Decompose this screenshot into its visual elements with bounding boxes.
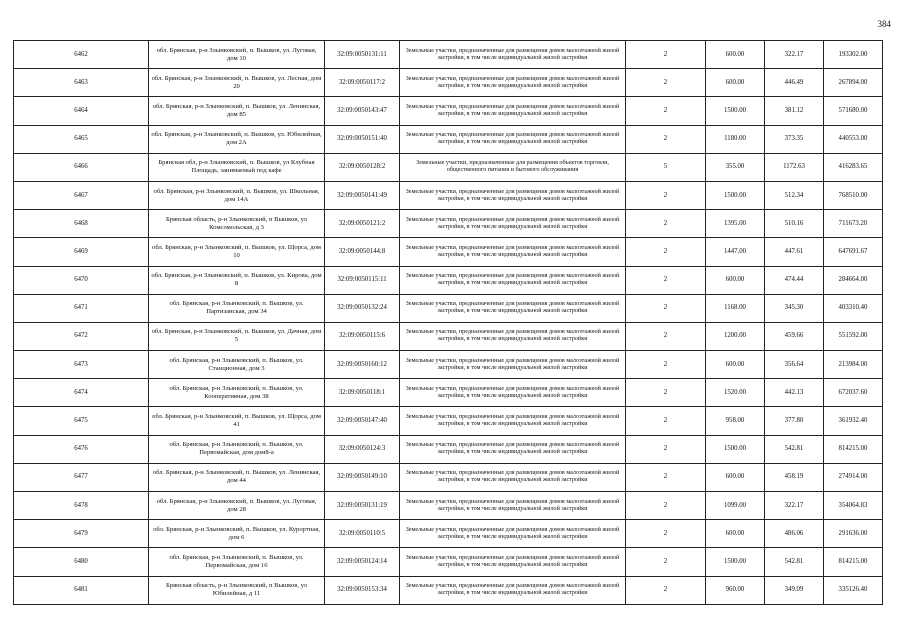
table-row: [14, 294, 883, 322]
land-use-cell: Земельные участки, предназначенные для размещения домов малоэтажной жилой застройки, в том числе индивидуальной жилой застройки: [400, 69, 626, 97]
area-cell: 600.00: [706, 351, 765, 379]
cadastral-number-cell: 32:09:0050144:8: [325, 238, 400, 266]
specific-value-cell: 381.12: [765, 97, 824, 125]
address-cell: обл. Брянская, р-н Злынковский, п. Вышков, ул. Школьная, дом 14А: [149, 181, 325, 209]
cadastral-number-cell: 32:09:0050124:14: [325, 548, 400, 576]
table-row: [14, 97, 883, 125]
area-cell: 1500.00: [706, 181, 765, 209]
area-cell: 1500.00: [706, 97, 765, 125]
specific-value-cell: 512.34: [765, 181, 824, 209]
cadastral-number-cell: 32:09:0050143:47: [325, 97, 400, 125]
cadastral-number-cell: 32:09:0050153:34: [325, 576, 400, 604]
cadastral-number-cell: 32:09:0050118:1: [325, 379, 400, 407]
cadastral-value-cell: 284664.00: [824, 266, 883, 294]
cadastral-value-cell: 647691.67: [824, 238, 883, 266]
row-number-cell: 6473: [14, 351, 149, 379]
group-cell: 2: [626, 463, 706, 491]
cadastral-value-cell: 193302.00: [824, 41, 883, 69]
table-row: [14, 69, 883, 97]
area-cell: 1500.00: [706, 548, 765, 576]
table-row: [14, 492, 883, 520]
area-cell: 600.00: [706, 266, 765, 294]
group-cell: 5: [626, 153, 706, 181]
table-row: [14, 407, 883, 435]
address-cell: обл. Брянская, р-н Злынковский, п. Вышков, ул. Щорса, дом 41: [149, 407, 325, 435]
cadastral-value-cell: 672037.60: [824, 379, 883, 407]
table-row: [14, 463, 883, 491]
specific-value-cell: 474.44: [765, 266, 824, 294]
table-row: [14, 576, 883, 604]
cadastral-number-cell: 32:09:0050151:40: [325, 125, 400, 153]
cadastral-number-cell: 32:09:0050132:24: [325, 294, 400, 322]
cadastral-number-cell: 32:09:0050115:6: [325, 322, 400, 350]
cadastral-number-cell: 32:09:0050141:49: [325, 181, 400, 209]
group-cell: 2: [626, 435, 706, 463]
address-cell: обл. Брянская, р-н Злынковский, п. Вышков, ул. Ленинская, дом 85: [149, 97, 325, 125]
cadastral-number-cell: 32:09:0050110:5: [325, 520, 400, 548]
group-cell: 2: [626, 69, 706, 97]
group-cell: 2: [626, 407, 706, 435]
specific-value-cell: 442.13: [765, 379, 824, 407]
area-cell: 1180.00: [706, 125, 765, 153]
area-cell: 600.00: [706, 520, 765, 548]
group-cell: 2: [626, 181, 706, 209]
address-cell: Брянская область, р-н Злынковский, п Вышков, ул Комсомольская, д 3: [149, 210, 325, 238]
row-number-cell: 6474: [14, 379, 149, 407]
row-number-cell: 6476: [14, 435, 149, 463]
cadastral-value-cell: 711673.20: [824, 210, 883, 238]
group-cell: 2: [626, 41, 706, 69]
table-row: [14, 41, 883, 69]
address-cell: обл. Брянская, р-н Злынковский, п. Вышков, ул. Кирова, дом 8: [149, 266, 325, 294]
cadastral-number-cell: 32:09:0050147:40: [325, 407, 400, 435]
row-number-cell: 6479: [14, 520, 149, 548]
row-number-cell: 6478: [14, 492, 149, 520]
row-number-cell: 6470: [14, 266, 149, 294]
area-cell: 960.00: [706, 576, 765, 604]
land-use-cell: Земельные участки, предназначенные для размещения объектов торговли, общественного питания и бытового обслуживания: [400, 153, 626, 181]
area-cell: 1500.00: [706, 435, 765, 463]
row-number-cell: 6463: [14, 69, 149, 97]
table-row: [14, 322, 883, 350]
area-cell: 1099.00: [706, 492, 765, 520]
specific-value-cell: 377.80: [765, 407, 824, 435]
table-row: [14, 379, 883, 407]
area-cell: 1200.00: [706, 322, 765, 350]
specific-value-cell: 447.61: [765, 238, 824, 266]
group-cell: 2: [626, 576, 706, 604]
cadastral-value-cell: 571680.00: [824, 97, 883, 125]
address-cell: обл. Брянская, р-н Злынковский, п. Вышков, ул. Первомайская, дом дом8-а: [149, 435, 325, 463]
specific-value-cell: 486.06: [765, 520, 824, 548]
table-row: [14, 266, 883, 294]
cadastral-number-cell: 32:09:0050115:11: [325, 266, 400, 294]
cadastral-number-cell: 32:09:0050124:3: [325, 435, 400, 463]
cadastral-value-cell: 213984.00: [824, 351, 883, 379]
address-cell: обл. Брянская, р-н Злынковский, п. Вышков, ул. Луговая, дом 10: [149, 41, 325, 69]
row-number-cell: 6466: [14, 153, 149, 181]
row-number-cell: 6471: [14, 294, 149, 322]
address-cell: обл. Брянская, р-н Злынковский, п. Вышков, ул. Юбилейная, дом 2А: [149, 125, 325, 153]
table-row: [14, 435, 883, 463]
table-row: [14, 125, 883, 153]
cadastral-number-cell: 32:09:0050131:19: [325, 492, 400, 520]
land-use-cell: Земельные участки, предназначенные для размещения домов малоэтажной жилой застройки, в том числе индивидуальной жилой застройки: [400, 97, 626, 125]
cadastral-value-cell: 267894.00: [824, 69, 883, 97]
specific-value-cell: 542.81: [765, 548, 824, 576]
specific-value-cell: 322.17: [765, 41, 824, 69]
cadastral-number-cell: 32:09:0050160:12: [325, 351, 400, 379]
area-cell: 600.00: [706, 463, 765, 491]
row-number-cell: 6467: [14, 181, 149, 209]
land-use-cell: Земельные участки, предназначенные для размещения домов малоэтажной жилой застройки, в том числе индивидуальной жилой застройки: [400, 520, 626, 548]
cadastral-number-cell: 32:09:0050121:2: [325, 210, 400, 238]
group-cell: 2: [626, 210, 706, 238]
group-cell: 2: [626, 238, 706, 266]
specific-value-cell: 373.35: [765, 125, 824, 153]
address-cell: Брянская область, р-н Злынковский, п Вышков, ул Юбилейная, д 11: [149, 576, 325, 604]
cadastral-value-cell: 274914.00: [824, 463, 883, 491]
cadastral-value-cell: 551592.00: [824, 322, 883, 350]
row-number-cell: 6465: [14, 125, 149, 153]
table-row: [14, 548, 883, 576]
cadastral-value-cell: 814215.00: [824, 435, 883, 463]
specific-value-cell: 345.30: [765, 294, 824, 322]
table-row: [14, 351, 883, 379]
address-cell: обл. Брянская, р-н Злынковский, п. Вышков, ул. Первомайская, дом 16: [149, 548, 325, 576]
group-cell: 2: [626, 379, 706, 407]
page-number: 384: [877, 19, 891, 29]
land-use-cell: Земельные участки, предназначенные для размещения домов малоэтажной жилой застройки, в том числе индивидуальной жилой застройки: [400, 463, 626, 491]
row-number-cell: 6468: [14, 210, 149, 238]
specific-value-cell: 458.19: [765, 463, 824, 491]
land-use-cell: Земельные участки, предназначенные для размещения домов малоэтажной жилой застройки, в том числе индивидуальной жилой застройки: [400, 351, 626, 379]
address-cell: обл. Брянская, р-н Злынковский, п. Вышков, ул. Партизанская, дом 34: [149, 294, 325, 322]
specific-value-cell: 446.49: [765, 69, 824, 97]
row-number-cell: 6462: [14, 41, 149, 69]
land-use-cell: Земельные участки, предназначенные для размещения домов малоэтажной жилой застройки, в том числе индивидуальной жилой застройки: [400, 322, 626, 350]
area-cell: 1168.00: [706, 294, 765, 322]
specific-value-cell: 322.17: [765, 492, 824, 520]
cadastral-number-cell: 32:09:0050131:11: [325, 41, 400, 69]
group-cell: 2: [626, 97, 706, 125]
land-use-cell: Земельные участки, предназначенные для размещения домов малоэтажной жилой застройки, в том числе индивидуальной жилой застройки: [400, 238, 626, 266]
land-use-cell: Земельные участки, предназначенные для размещения домов малоэтажной жилой застройки, в том числе индивидуальной жилой застройки: [400, 435, 626, 463]
cadastral-number-cell: 32:09:0050117:2: [325, 69, 400, 97]
address-cell: обл. Брянская, р-н Злынковский, п. Вышков, ул. Лесная, дом 20: [149, 69, 325, 97]
address-cell: обл. Брянская, р-н Злынковский, п. Вышков, ул. Кооперативная, дом 38: [149, 379, 325, 407]
row-number-cell: 6480: [14, 548, 149, 576]
table-row: [14, 210, 883, 238]
address-cell: обл. Брянская, р-н Злынковский, п. Вышков, ул. Луговая, дом 28: [149, 492, 325, 520]
specific-value-cell: 459.66: [765, 322, 824, 350]
cadastral-value-cell: 768510.00: [824, 181, 883, 209]
land-use-cell: Земельные участки, предназначенные для размещения домов малоэтажной жилой застройки, в том числе индивидуальной жилой застройки: [400, 576, 626, 604]
land-use-cell: Земельные участки, предназначенные для размещения домов малоэтажной жилой застройки, в том числе индивидуальной жилой застройки: [400, 125, 626, 153]
cadastral-value-cell: 291636.00: [824, 520, 883, 548]
land-use-cell: Земельные участки, предназначенные для размещения домов малоэтажной жилой застройки, в том числе индивидуальной жилой застройки: [400, 266, 626, 294]
cadastral-number-cell: 32:09:0050149:10: [325, 463, 400, 491]
row-number-cell: 6472: [14, 322, 149, 350]
address-cell: обл. Брянская, р-н Злынковский, п. Вышков, ул. Станционная, дом 3: [149, 351, 325, 379]
group-cell: 2: [626, 294, 706, 322]
area-cell: 355.00: [706, 153, 765, 181]
area-cell: 1447.00: [706, 238, 765, 266]
row-number-cell: 6481: [14, 576, 149, 604]
land-use-cell: Земельные участки, предназначенные для размещения домов малоэтажной жилой застройки, в том числе индивидуальной жилой застройки: [400, 41, 626, 69]
table-row: [14, 181, 883, 209]
cadastral-value-cell: 814215.00: [824, 548, 883, 576]
land-use-cell: Земельные участки, предназначенные для размещения домов малоэтажной жилой застройки, в том числе индивидуальной жилой застройки: [400, 379, 626, 407]
specific-value-cell: 349.09: [765, 576, 824, 604]
cadastral-value-table: [13, 40, 883, 605]
land-use-cell: Земельные участки, предназначенные для размещения домов малоэтажной жилой застройки, в том числе индивидуальной жилой застройки: [400, 294, 626, 322]
address-cell: обл. Брянская, р-н Злынковский, п. Вышков, ул. Дачная, дом 5: [149, 322, 325, 350]
row-number-cell: 6475: [14, 407, 149, 435]
table-row: [14, 153, 883, 181]
cadastral-value-cell: 416283.65: [824, 153, 883, 181]
cadastral-value-cell: 403310.40: [824, 294, 883, 322]
table-row: [14, 238, 883, 266]
land-use-cell: Земельные участки, предназначенные для размещения домов малоэтажной жилой застройки, в том числе индивидуальной жилой застройки: [400, 181, 626, 209]
area-cell: 1395.00: [706, 210, 765, 238]
area-cell: 600.00: [706, 69, 765, 97]
row-number-cell: 6477: [14, 463, 149, 491]
group-cell: 2: [626, 266, 706, 294]
group-cell: 2: [626, 520, 706, 548]
group-cell: 2: [626, 351, 706, 379]
row-number-cell: 6464: [14, 97, 149, 125]
address-cell: обл. Брянская, р-н Злынковский, п. Вышков, ул. Ленинская, дом 44: [149, 463, 325, 491]
cadastral-number-cell: 32:09:0050128:2: [325, 153, 400, 181]
land-use-cell: Земельные участки, предназначенные для размещения домов малоэтажной жилой застройки, в том числе индивидуальной жилой застройки: [400, 548, 626, 576]
land-use-cell: Земельные участки, предназначенные для размещения домов малоэтажной жилой застройки, в том числе индивидуальной жилой застройки: [400, 492, 626, 520]
area-cell: 958.00: [706, 407, 765, 435]
row-number-cell: 6469: [14, 238, 149, 266]
cadastral-value-cell: 361932.40: [824, 407, 883, 435]
specific-value-cell: 542.81: [765, 435, 824, 463]
area-cell: 600.00: [706, 41, 765, 69]
table-row: [14, 520, 883, 548]
address-cell: обл. Брянская, р-н Злынковский, п. Вышков, ул. Щорса, дом 10: [149, 238, 325, 266]
specific-value-cell: 356.64: [765, 351, 824, 379]
land-use-cell: Земельные участки, предназначенные для размещения домов малоэтажной жилой застройки, в том числе индивидуальной жилой застройки: [400, 210, 626, 238]
address-cell: обл. Брянская, р-н Злынковский, п. Вышков, ул. Курортная, дом 6: [149, 520, 325, 548]
group-cell: 2: [626, 125, 706, 153]
cadastral-value-cell: 335126.40: [824, 576, 883, 604]
area-cell: 1520.00: [706, 379, 765, 407]
group-cell: 2: [626, 322, 706, 350]
cadastral-value-cell: 440553.00: [824, 125, 883, 153]
group-cell: 2: [626, 492, 706, 520]
specific-value-cell: 1172.63: [765, 153, 824, 181]
land-use-cell: Земельные участки, предназначенные для размещения домов малоэтажной жилой застройки, в том числе индивидуальной жилой застройки: [400, 407, 626, 435]
group-cell: 2: [626, 548, 706, 576]
address-cell: Брянская обл, р-н Злынковский, п. Вышков, ул Клубная Площадь, занимаемый под кафе: [149, 153, 325, 181]
cadastral-value-cell: 354064.83: [824, 492, 883, 520]
specific-value-cell: 510.16: [765, 210, 824, 238]
